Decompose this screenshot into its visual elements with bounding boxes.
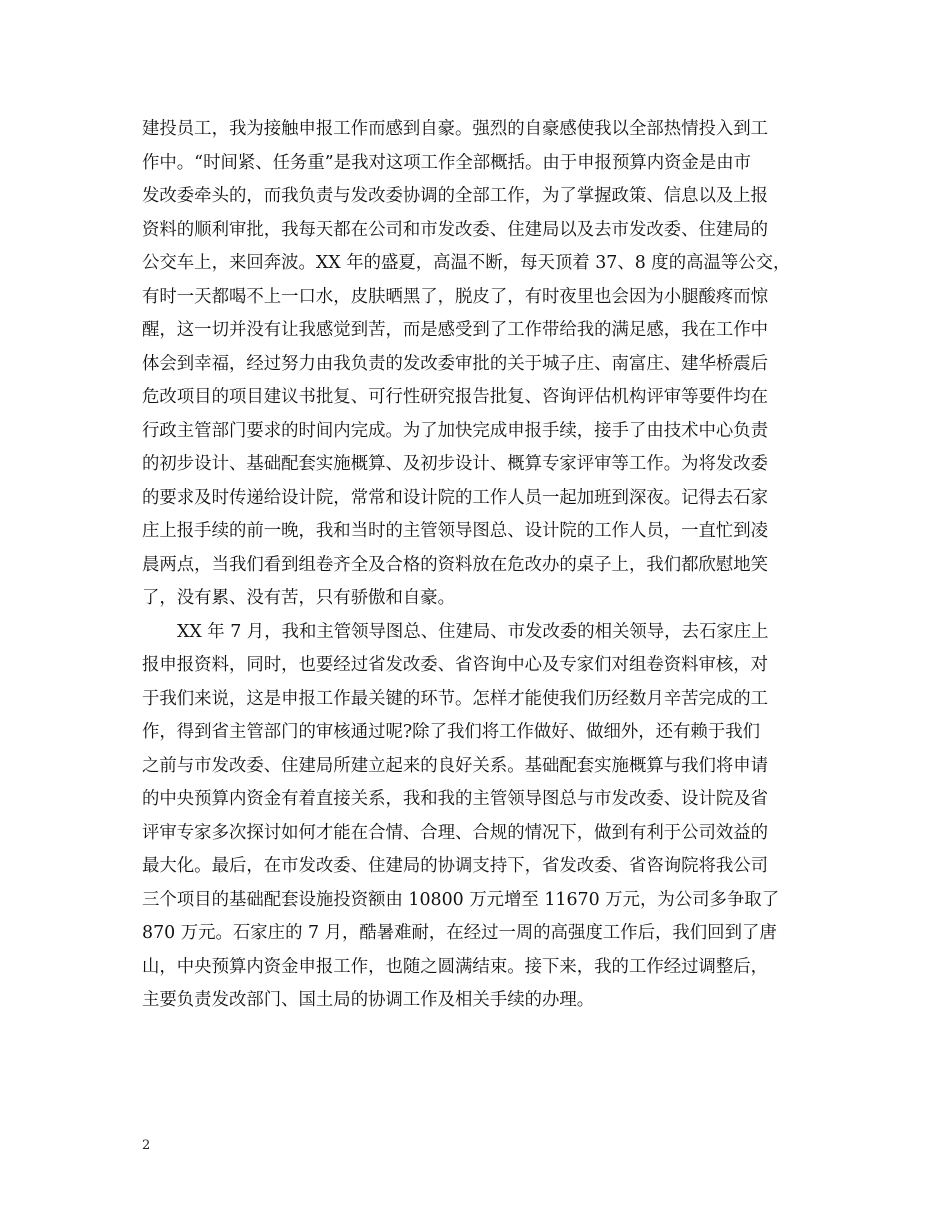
text-line: 建投员工，我为接触申报工作而感到自豪。强烈的自豪感使我以全部热情投入到工 [142, 119, 769, 139]
text-line: 评审专家多次探讨如何才能在合情、合理、合规的情况下，做到有利于公司效益的 [142, 822, 769, 843]
document-body [142, 113, 807, 1018]
text-line: 行政主管部门要求的时间内完成。为了加快完成申报手续，接手了由技术中心负责 [142, 420, 769, 441]
text-line: 最大化。最后，在市发改委、住建局的协调支持下，省发改委、省咨询院将我公司 [142, 856, 769, 876]
text-line: 发改委牵头的，而我负责与发改委协调的全部工作，为了掌握政策、信息以及上报 [142, 186, 769, 206]
text-line: 晨两点，当我们看到组卷齐全及合格的资料放在危改办的桌子上，我们都欣慰地笑 [142, 554, 769, 575]
text-line: 有时一天都喝不上一口水，皮肤晒黑了，脱皮了，有时夜里也会因为小腿酸疼而惊 [142, 286, 769, 307]
text-line: XX 年 7 月，我和主管领导图总、住建局、市发改委的相关领导，去石家庄上 [177, 621, 769, 642]
text-line: 了，没有累、没有苦，只有骄傲和自豪。 [142, 588, 456, 608]
text-line: 于我们来说，这是申报工作最关键的环节。怎样才能使我们历经数月辛苦完成的工 [142, 688, 769, 709]
text-line: 庄上报手续的前一晚，我和当时的主管领导图总、设计院的工作人员，一直忙到凌 [142, 521, 769, 541]
text-line: 体会到幸福，经过努力由我负责的发改委审批的关于城子庄、南富庄、建华桥震后 [142, 353, 769, 374]
text-line: 公交车上，来回奔波。XX 年的盛夏，高温不断，每天顶着 37、8 度的高温等公交， [142, 253, 791, 273]
text-line: 危改项目的项目建议书批复、可行性研究报告批复、咨询评估机构评审等要件均在 [142, 387, 769, 407]
text-line: 的要求及时传递给设计院，常常和设计院的工作人员一起加班到深夜。记得去石家 [142, 487, 769, 508]
text-line: 三个项目的基础配套设施投资额由 10800 万元增至 11670 万元，为公司多争取了 [142, 889, 780, 910]
text-line: 山，中央预算内资金申报工作，也随之圆满结束。接下来，我的工作经过调整后， [142, 956, 769, 977]
text-line: 资料的顺利审批，我每天都在公司和市发改委、住建局以及去市发改委、住建局的 [142, 219, 769, 240]
paragraph [142, 616, 807, 1018]
text-line: 的初步设计、基础配套实施概算、及初步设计、概算专家评审等工作。为将发改委 [142, 454, 769, 474]
paragraph [142, 113, 807, 616]
text-line: 主要负责发改部门、国土局的协调工作及相关手续的办理。 [142, 990, 595, 1010]
page-number: 2 [142, 1138, 151, 1153]
text-line: 作，得到省主管部门的审核通过呢?除了我们将工作做好、做细外，还有赖于我们 [142, 722, 760, 742]
text-line: 870 万元。石家庄的 7 月，酷暑难耐，在经过一周的高强度工作后，我们回到了唐 [142, 923, 777, 943]
text-line: 报申报资料，同时，也要经过省发改委、省咨询中心及专家们对组卷资料审核，对 [142, 655, 769, 675]
text-line: 的中央预算内资金有着直接关系，我和我的主管领导图总与市发改委、设计院及省 [142, 789, 769, 809]
text-line: 醒，这一切并没有让我感觉到苦，而是感受到了工作带给我的满足感，我在工作中 [142, 320, 769, 340]
text-line: 作中。“时间紧、任务重”是我对这项工作全部概括。由于申报预算内资金是由市 [142, 152, 752, 173]
text-line: 之前与市发改委、住建局所建立起来的良好关系。基础配套实施概算与我们将申请 [142, 755, 769, 776]
